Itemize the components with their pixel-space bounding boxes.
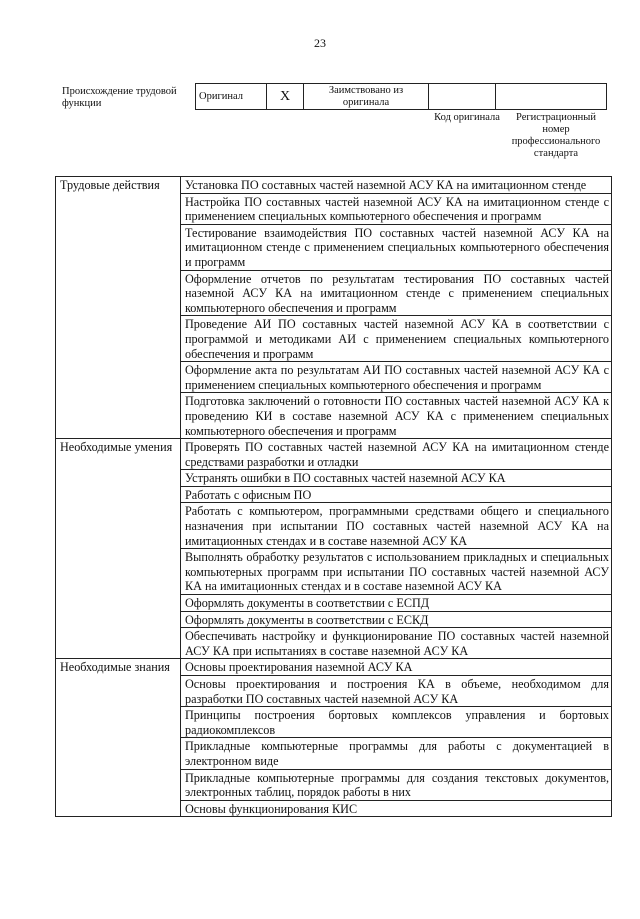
table-row: [56, 193, 612, 224]
table-row: [56, 270, 612, 316]
category-spacer: [56, 393, 181, 439]
original-mark: X: [267, 84, 304, 110]
table-row: [56, 503, 612, 549]
item-text: Установка ПО составных частей наземной АСУ КА на имитационном стенде: [181, 177, 612, 194]
table-row: [56, 439, 612, 470]
table-row: [56, 224, 612, 270]
item-text: Проведение АИ ПО составных частей наземной АСУ КА в соответствии с программой и методиками АИ с применением специальных компьютерного обеспечения и программ: [181, 316, 612, 362]
item-text: Тестирование взаимодействия ПО составных частей наземной АСУ КА на имитационном стенде с применением специальных компьютерного обеспечения и программ: [181, 224, 612, 270]
category-spacer: [56, 707, 181, 738]
category-spacer: [56, 769, 181, 800]
page-number: 23: [314, 36, 326, 50]
category-spacer: [56, 362, 181, 393]
code-caption: Код оригинала: [434, 112, 500, 123]
item-text: Прикладные компьютерные программы для работы с документацией в электронном виде: [181, 738, 612, 769]
category-spacer: [56, 486, 181, 503]
item-text: Выполнять обработку результатов с использованием прикладных и специальных компьютерных программ при испытании ПО составных частей наземной АСУ КА на имитационных стендах и в составе наземной АСУ КА: [181, 549, 612, 595]
category-label: Необходимые умения: [56, 439, 181, 470]
table-row: [56, 316, 612, 362]
item-text: Настройка ПО составных частей наземной АСУ КА на имитационном стенде с применением специальных компьютерного обеспечения и программ: [181, 193, 612, 224]
item-text: Принципы построения бортовых комплексов управления и бортовых радиокомплексов: [181, 707, 612, 738]
category-spacer: [56, 193, 181, 224]
table-row: [56, 595, 612, 612]
category-spacer: [56, 470, 181, 487]
category-spacer: [56, 270, 181, 316]
table-row: [56, 628, 612, 659]
item-text: Обеспечивать настройку и функционирование ПО составных частей наземной АСУ КА при испытаниях в составе наземной АСУ КА: [181, 628, 612, 659]
item-text: Работать с офисным ПО: [181, 486, 612, 503]
item-text: Основы проектирования и построения КА в объеме, необходимом для разработки ПО составных частей наземной АСУ КА: [181, 676, 612, 707]
item-text: Работать с компьютером, программными средствами общего и специального назначения при испытании ПО составных частей наземной АСУ КА на имитационных стендах и в составе наземной АСУ КА: [181, 503, 612, 549]
table-row: [56, 486, 612, 503]
category-spacer: [56, 676, 181, 707]
item-text: Основы проектирования наземной АСУ КА: [181, 659, 612, 676]
table-row: [56, 738, 612, 769]
item-text: Оформление акта по результатам АИ ПО составных частей наземной АСУ КА с применением специальных компьютерного обеспечения и программ: [181, 362, 612, 393]
table-row: [56, 769, 612, 800]
table-row: [56, 676, 612, 707]
code-cell: [429, 84, 496, 110]
category-spacer: [56, 224, 181, 270]
category-spacer: [56, 800, 181, 817]
item-text: Подготовка заключений о готовности ПО составных частей наземной АСУ КА к проведению КИ в составе наземной АСУ КА с применением специальных компьютерного обеспечения и программ: [181, 393, 612, 439]
table-row: [56, 659, 612, 676]
registration-cell: [496, 84, 607, 110]
table-row: [56, 177, 612, 194]
category-spacer: [56, 595, 181, 612]
item-text: Прикладные компьютерные программы для создания текстовых документов, электронных таблиц, порядок работы в них: [181, 769, 612, 800]
item-text: Основы функционирования КИС: [181, 800, 612, 817]
item-text: Оформлять документы в соответствии с ЕСПД: [181, 595, 612, 612]
table-row: [56, 362, 612, 393]
function-table: [55, 176, 612, 817]
original-cell: Оригинал: [196, 84, 267, 110]
table-row: [56, 611, 612, 628]
category-spacer: [56, 503, 181, 549]
item-text: Устранять ошибки в ПО составных частей наземной АСУ КА: [181, 470, 612, 487]
origin-label: Происхождение трудовой функции: [62, 86, 177, 109]
category-label: Трудовые действия: [56, 177, 181, 194]
category-spacer: [56, 611, 181, 628]
category-spacer: [56, 549, 181, 595]
table-row: [56, 707, 612, 738]
table-row: [56, 800, 612, 817]
table-row: [56, 393, 612, 439]
borrowed-cell: Заимствовано из оригинала: [304, 84, 429, 110]
table-row: [56, 549, 612, 595]
category-spacer: [56, 628, 181, 659]
item-text: Оформлять документы в соответствии с ЕСКД: [181, 611, 612, 628]
item-text: Проверять ПО составных частей наземной АСУ КА на имитационном стенде средствами разработки и отладки: [181, 439, 612, 470]
origin-table: [195, 83, 607, 110]
item-text: Оформление отчетов по результатам тестирования ПО составных частей наземной АСУ КА на имитационном стенде с применением специальных компьютерного обеспечения и программ: [181, 270, 612, 316]
table-row: [56, 470, 612, 487]
registration-caption: Регистрационный номер профессионального стандарта: [511, 112, 601, 159]
category-spacer: [56, 738, 181, 769]
category-label: Необходимые знания: [56, 659, 181, 676]
category-spacer: [56, 316, 181, 362]
